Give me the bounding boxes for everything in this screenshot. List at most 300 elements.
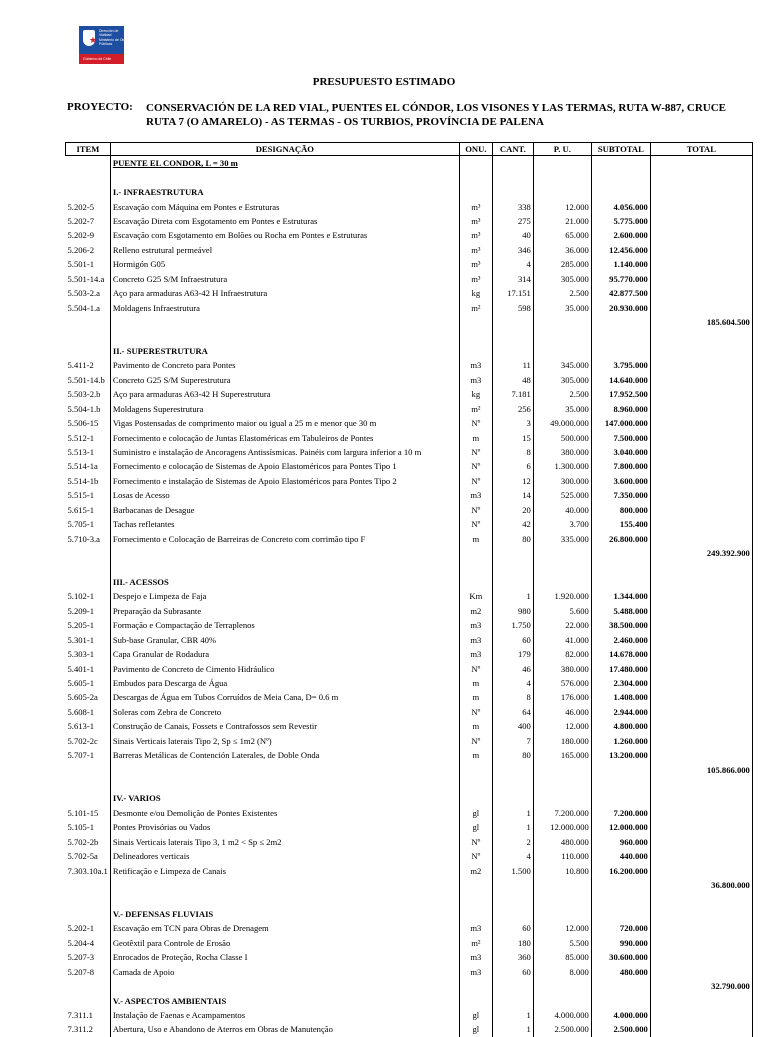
cell-unit-price: 46.000 bbox=[533, 705, 591, 719]
cell-quantity: 14 bbox=[492, 488, 533, 502]
cell-designation: Aço para armaduras A63-42 H Infraestrutura bbox=[110, 286, 459, 300]
cell-total: 185.604.500 bbox=[650, 315, 752, 329]
cell-subtotal: 3.040.000 bbox=[591, 445, 650, 459]
cell-quantity: 4 bbox=[492, 257, 533, 271]
cell-designation: Fornecimento e colocação de Sistemas de Apoio Elastoméricos para Pontes Tipo 1 bbox=[110, 459, 459, 473]
cell-quantity: 179 bbox=[492, 647, 533, 661]
cell-item bbox=[66, 329, 111, 343]
cell-item: 5.202-1 bbox=[66, 921, 111, 935]
cell-total bbox=[650, 445, 752, 459]
cell-item bbox=[66, 575, 111, 589]
cell-quantity: 20 bbox=[492, 503, 533, 517]
table-row bbox=[66, 863, 753, 877]
cell-total bbox=[650, 993, 752, 1007]
cell-quantity: 1.500 bbox=[492, 863, 533, 877]
cell-quantity bbox=[492, 762, 533, 776]
cell-item: 5.303-1 bbox=[66, 647, 111, 661]
cell-unit-price bbox=[533, 907, 591, 921]
cell-designation: Fornecimento e Colocação de Barreiras de Concreto com corrimão tipo F bbox=[110, 531, 459, 545]
cell-quantity bbox=[492, 329, 533, 343]
cell-unit-price: 305.000 bbox=[533, 272, 591, 286]
cell-designation: Losas de Acesso bbox=[110, 488, 459, 502]
cell-item bbox=[66, 762, 111, 776]
cell-subtotal: 42.877.500 bbox=[591, 286, 650, 300]
cell-item: 5.105-1 bbox=[66, 820, 111, 834]
cell-item bbox=[66, 170, 111, 184]
cell-designation bbox=[110, 979, 459, 993]
cell-unit bbox=[459, 575, 492, 589]
star-icon: ★ bbox=[89, 35, 98, 45]
cell-subtotal: 480.000 bbox=[591, 965, 650, 979]
cell-designation: Escavação com Esgotamento em Bolões ou Rocha em Pontes e Estruturas bbox=[110, 228, 459, 242]
cell-item: 5.504-1.a bbox=[66, 300, 111, 314]
cell-item: 5.506-15 bbox=[66, 416, 111, 430]
cell-total bbox=[650, 228, 752, 242]
table-row bbox=[66, 907, 753, 921]
cell-designation: III.- ACESSOS bbox=[110, 575, 459, 589]
table-row bbox=[66, 358, 753, 372]
document-title: PRESUPUESTO ESTIMADO bbox=[312, 76, 456, 88]
cell-designation: Pavimento de Concreto de Cimento Hidráulico bbox=[110, 661, 459, 675]
cell-total bbox=[650, 257, 752, 271]
cell-item: 5.515-1 bbox=[66, 488, 111, 502]
cell-unit-price: 165.000 bbox=[533, 748, 591, 762]
table-row bbox=[66, 820, 753, 834]
table-row bbox=[66, 791, 753, 805]
cell-subtotal: 3.600.000 bbox=[591, 474, 650, 488]
cell-subtotal bbox=[591, 329, 650, 343]
cell-unit-price: 176.000 bbox=[533, 690, 591, 704]
cell-item: 5.101-15 bbox=[66, 806, 111, 820]
cell-subtotal bbox=[591, 315, 650, 329]
budget-table bbox=[65, 142, 753, 1037]
cell-subtotal bbox=[591, 575, 650, 589]
cell-quantity: 46 bbox=[492, 661, 533, 675]
cell-quantity bbox=[492, 156, 533, 171]
cell-subtotal bbox=[591, 762, 650, 776]
cell-unit-price bbox=[533, 185, 591, 199]
cell-total bbox=[650, 373, 752, 387]
cell-unit-price bbox=[533, 791, 591, 805]
cell-designation: Suministro e instalação de Ancoragens Antissísmicas. Painéis com largura inferior a 10 m bbox=[110, 445, 459, 459]
table-row bbox=[66, 993, 753, 1007]
cell-unit-price: 35.000 bbox=[533, 300, 591, 314]
cell-quantity: 4 bbox=[492, 676, 533, 690]
cell-unit-price: 3.700 bbox=[533, 517, 591, 531]
cell-total bbox=[650, 503, 752, 517]
table-row bbox=[66, 474, 753, 488]
table-row bbox=[66, 878, 753, 892]
cell-unit: m² bbox=[459, 300, 492, 314]
cell-total bbox=[650, 705, 752, 719]
cell-designation bbox=[110, 878, 459, 892]
cell-unit: Nº bbox=[459, 445, 492, 459]
cell-quantity bbox=[492, 777, 533, 791]
cell-subtotal bbox=[591, 777, 650, 791]
cell-quantity: 346 bbox=[492, 243, 533, 257]
cell-subtotal: 440.000 bbox=[591, 849, 650, 863]
cell-designation: Retificação e Limpeza de Canais bbox=[110, 863, 459, 877]
cell-total bbox=[650, 170, 752, 184]
cell-subtotal: 4.056.000 bbox=[591, 199, 650, 213]
cell-quantity: 256 bbox=[492, 401, 533, 415]
cell-quantity: 64 bbox=[492, 705, 533, 719]
cell-quantity: 60 bbox=[492, 632, 533, 646]
cell-subtotal: 14.678.000 bbox=[591, 647, 650, 661]
cell-item: 5.202-9 bbox=[66, 228, 111, 242]
cell-total bbox=[650, 560, 752, 574]
cell-unit-price bbox=[533, 170, 591, 184]
cell-designation: Vigas Postensadas de comprimento maior ou igual a 25 m e menor que 30 m bbox=[110, 416, 459, 430]
cell-unit-price bbox=[533, 892, 591, 906]
cell-quantity: 1 bbox=[492, 806, 533, 820]
cell-total bbox=[650, 531, 752, 545]
cell-unit: m bbox=[459, 676, 492, 690]
cell-subtotal: 2.304.000 bbox=[591, 676, 650, 690]
table-row bbox=[66, 228, 753, 242]
cell-total bbox=[650, 849, 752, 863]
cell-unit-price bbox=[533, 560, 591, 574]
cell-total bbox=[650, 1008, 752, 1022]
cell-designation: IV.- VARIOS bbox=[110, 791, 459, 805]
cell-quantity: 1 bbox=[492, 589, 533, 603]
cell-item bbox=[66, 185, 111, 199]
cell-designation: Aço para armaduras A63-42 H Superestrutura bbox=[110, 387, 459, 401]
cell-item bbox=[66, 560, 111, 574]
cell-subtotal: 1.140.000 bbox=[591, 257, 650, 271]
cell-unit: m3 bbox=[459, 647, 492, 661]
cell-total: 249.392.900 bbox=[650, 546, 752, 560]
cell-unit-price: 21.000 bbox=[533, 214, 591, 228]
cell-total bbox=[650, 921, 752, 935]
cell-unit-price bbox=[533, 762, 591, 776]
cell-unit: m2 bbox=[459, 863, 492, 877]
cell-item: 7.311.1 bbox=[66, 1008, 111, 1022]
cell-item bbox=[66, 907, 111, 921]
table-body bbox=[66, 156, 753, 1037]
table-row bbox=[66, 445, 753, 459]
cell-unit bbox=[459, 560, 492, 574]
cell-designation: Escavação com Máquina em Pontes e Estruturas bbox=[110, 199, 459, 213]
cell-designation: Sub-base Granular, CBR 40% bbox=[110, 632, 459, 646]
cell-unit: m bbox=[459, 719, 492, 733]
table-row bbox=[66, 517, 753, 531]
cell-quantity bbox=[492, 791, 533, 805]
logo-line-3: Ministerio de Obras bbox=[99, 38, 130, 42]
cell-total bbox=[650, 661, 752, 675]
cell-unit: m3 bbox=[459, 950, 492, 964]
cell-unit: Nº bbox=[459, 416, 492, 430]
cell-quantity: 3 bbox=[492, 416, 533, 430]
table-row bbox=[66, 618, 753, 632]
cell-unit-price: 10.800 bbox=[533, 863, 591, 877]
cell-subtotal: 4.800.000 bbox=[591, 719, 650, 733]
table-row bbox=[66, 849, 753, 863]
cell-subtotal: 7.500.000 bbox=[591, 430, 650, 444]
cell-designation: Moldagens Superestrutura bbox=[110, 401, 459, 415]
cell-item: 5.102-1 bbox=[66, 589, 111, 603]
cell-item: 5.613-1 bbox=[66, 719, 111, 733]
cell-quantity bbox=[492, 315, 533, 329]
cell-unit-price: 36.000 bbox=[533, 243, 591, 257]
cell-subtotal: 30.600.000 bbox=[591, 950, 650, 964]
cell-designation: Barreras Metálicas de Contención Laterales, de Doble Onda bbox=[110, 748, 459, 762]
cell-item: 5.501-14.b bbox=[66, 373, 111, 387]
cell-subtotal: 5.488.000 bbox=[591, 604, 650, 618]
cell-designation: Escavação Direta com Esgotamento em Pontes e Estruturas bbox=[110, 214, 459, 228]
cell-subtotal bbox=[591, 344, 650, 358]
logo-line-2: Vialidad bbox=[99, 33, 112, 37]
cell-designation: Preparação da Subrasante bbox=[110, 604, 459, 618]
cell-total: 105.866.000 bbox=[650, 762, 752, 776]
cell-quantity: 60 bbox=[492, 965, 533, 979]
cell-quantity: 80 bbox=[492, 531, 533, 545]
cell-unit bbox=[459, 777, 492, 791]
cell-designation: Tachas refletantes bbox=[110, 517, 459, 531]
cell-designation: Concreto G25 S/M Infraestrutura bbox=[110, 272, 459, 286]
cell-total: 32.790.000 bbox=[650, 979, 752, 993]
cell-unit-price: 300.000 bbox=[533, 474, 591, 488]
table-row bbox=[66, 373, 753, 387]
cell-unit: Nº bbox=[459, 849, 492, 863]
cell-item bbox=[66, 892, 111, 906]
cell-unit-price: 65.000 bbox=[533, 228, 591, 242]
table-row bbox=[66, 531, 753, 545]
cell-total bbox=[650, 965, 752, 979]
logo-line-5: Gobierno de Chile bbox=[83, 57, 112, 61]
table-row bbox=[66, 488, 753, 502]
cell-subtotal: 7.200.000 bbox=[591, 806, 650, 820]
cell-unit: m3 bbox=[459, 618, 492, 632]
cell-designation: Concreto G25 S/M Superestrutura bbox=[110, 373, 459, 387]
cell-item: 5.503-2.a bbox=[66, 286, 111, 300]
cell-unit-price: 82.000 bbox=[533, 647, 591, 661]
table-row bbox=[66, 719, 753, 733]
cell-quantity bbox=[492, 344, 533, 358]
cell-designation: Construção de Canais, Fossets e Contrafossos sem Revestir bbox=[110, 719, 459, 733]
cell-quantity bbox=[492, 979, 533, 993]
cell-subtotal: 26.800.000 bbox=[591, 531, 650, 545]
cell-item: 5.702-5a bbox=[66, 849, 111, 863]
logo-red-band bbox=[79, 54, 124, 64]
cell-quantity: 1 bbox=[492, 1022, 533, 1036]
cell-unit-price: 12.000 bbox=[533, 199, 591, 213]
cell-designation: Fornecimento e colocação de Juntas Elastoméricas em Tabuleiros de Pontes bbox=[110, 430, 459, 444]
cell-subtotal: 12.456.000 bbox=[591, 243, 650, 257]
cell-subtotal: 2.460.000 bbox=[591, 632, 650, 646]
cell-total bbox=[650, 748, 752, 762]
cell-total bbox=[650, 835, 752, 849]
cell-quantity: 17.151 bbox=[492, 286, 533, 300]
cell-total bbox=[650, 214, 752, 228]
cell-unit bbox=[459, 170, 492, 184]
cell-quantity: 980 bbox=[492, 604, 533, 618]
cell-quantity: 314 bbox=[492, 272, 533, 286]
cell-item: 5.605-2a bbox=[66, 690, 111, 704]
cell-unit-price: 41.000 bbox=[533, 632, 591, 646]
cell-unit: m3 bbox=[459, 965, 492, 979]
table-row bbox=[66, 892, 753, 906]
cell-subtotal bbox=[591, 791, 650, 805]
cell-unit-price bbox=[533, 878, 591, 892]
cell-item bbox=[66, 791, 111, 805]
cell-designation bbox=[110, 762, 459, 776]
table-row bbox=[66, 286, 753, 300]
cell-unit: Nº bbox=[459, 517, 492, 531]
table-row bbox=[66, 806, 753, 820]
cell-unit: gl bbox=[459, 1008, 492, 1022]
cell-quantity: 7 bbox=[492, 734, 533, 748]
cell-unit-price bbox=[533, 329, 591, 343]
cell-unit-price bbox=[533, 777, 591, 791]
cell-total bbox=[650, 243, 752, 257]
cell-total bbox=[650, 344, 752, 358]
cell-subtotal: 1.344.000 bbox=[591, 589, 650, 603]
table-row bbox=[66, 835, 753, 849]
cell-quantity: 60 bbox=[492, 921, 533, 935]
cell-total bbox=[650, 156, 752, 171]
cell-quantity bbox=[492, 560, 533, 574]
table-row bbox=[66, 170, 753, 184]
cell-unit: m³ bbox=[459, 243, 492, 257]
logo-line-4: Públicas bbox=[99, 42, 113, 46]
cell-designation: Descargas de Água em Tubos Corruídos de Meia Cana, D= 0.6 m bbox=[110, 690, 459, 704]
cell-subtotal: 17.952.500 bbox=[591, 387, 650, 401]
table-row bbox=[66, 401, 753, 415]
cell-unit-price: 2.500 bbox=[533, 387, 591, 401]
cell-total bbox=[650, 676, 752, 690]
cell-designation: V.- ASPECTOS AMBIENTAIS bbox=[110, 993, 459, 1007]
cell-designation: Camada de Apoio bbox=[110, 965, 459, 979]
cell-unit bbox=[459, 315, 492, 329]
cell-subtotal bbox=[591, 907, 650, 921]
cell-total bbox=[650, 1022, 752, 1036]
cell-unit bbox=[459, 791, 492, 805]
cell-item: 5.702-2b bbox=[66, 835, 111, 849]
cell-quantity bbox=[492, 170, 533, 184]
table-row bbox=[66, 257, 753, 271]
cell-unit-price: 40.000 bbox=[533, 503, 591, 517]
cell-item: 5.501-14.a bbox=[66, 272, 111, 286]
chile-shield-icon bbox=[83, 30, 98, 46]
cell-subtotal: 95.770.000 bbox=[591, 272, 650, 286]
cell-quantity bbox=[492, 878, 533, 892]
cell-subtotal: 2.500.000 bbox=[591, 1022, 650, 1036]
table-row bbox=[66, 1022, 753, 1036]
cell-subtotal: 8.960.000 bbox=[591, 401, 650, 415]
cell-total bbox=[650, 300, 752, 314]
cell-designation bbox=[110, 546, 459, 560]
cell-unit: gl bbox=[459, 820, 492, 834]
cell-item: 7.311.2 bbox=[66, 1022, 111, 1036]
cell-unit bbox=[459, 979, 492, 993]
cell-unit bbox=[459, 907, 492, 921]
cell-designation: Sinais Verticais laterais Tipo 2, Sp ≤ 1m2 (Nº) bbox=[110, 734, 459, 748]
table-row bbox=[66, 965, 753, 979]
cell-designation: II.- SUPERESTRUTURA bbox=[110, 344, 459, 358]
cell-unit-price bbox=[533, 546, 591, 560]
col-subtotal-header: SUBTOTAL bbox=[591, 143, 650, 156]
cell-unit: Nº bbox=[459, 835, 492, 849]
cell-subtotal bbox=[591, 892, 650, 906]
cell-item bbox=[66, 993, 111, 1007]
cell-unit-price: 8.000 bbox=[533, 965, 591, 979]
cell-quantity: 48 bbox=[492, 373, 533, 387]
cell-item: 7.303.10a.1 bbox=[66, 863, 111, 877]
cell-total bbox=[650, 604, 752, 618]
table-row bbox=[66, 690, 753, 704]
col-unit-price-header: P. U. bbox=[533, 143, 591, 156]
table-row bbox=[66, 199, 753, 213]
cell-unit-price: 2.500.000 bbox=[533, 1022, 591, 1036]
cell-item: 5.615-1 bbox=[66, 503, 111, 517]
cell-unit: kg bbox=[459, 286, 492, 300]
table-row bbox=[66, 575, 753, 589]
cell-unit: m³ bbox=[459, 214, 492, 228]
cell-unit-price: 500.000 bbox=[533, 430, 591, 444]
cell-item: 5.707-1 bbox=[66, 748, 111, 762]
cell-item: 5.513-1 bbox=[66, 445, 111, 459]
cell-subtotal: 38.500.000 bbox=[591, 618, 650, 632]
cell-designation: Desmonte e/ou Demolição de Pontes Existentes bbox=[110, 806, 459, 820]
cell-unit-price bbox=[533, 315, 591, 329]
table-row bbox=[66, 329, 753, 343]
cell-quantity: 180 bbox=[492, 936, 533, 950]
cell-item: 5.209-1 bbox=[66, 604, 111, 618]
cell-quantity: 1 bbox=[492, 1008, 533, 1022]
cell-quantity: 7.181 bbox=[492, 387, 533, 401]
cell-unit-price: 2.500 bbox=[533, 286, 591, 300]
cell-total bbox=[650, 185, 752, 199]
cell-subtotal: 4.000.000 bbox=[591, 1008, 650, 1022]
cell-quantity: 12 bbox=[492, 474, 533, 488]
cell-unit-price: 5.600 bbox=[533, 604, 591, 618]
cell-item: 5.608-1 bbox=[66, 705, 111, 719]
table-row bbox=[66, 661, 753, 675]
cell-item: 5.710-3.a bbox=[66, 531, 111, 545]
cell-total bbox=[650, 575, 752, 589]
cell-subtotal bbox=[591, 185, 650, 199]
col-designation-header: DESIGNAÇÃO bbox=[110, 143, 459, 156]
cell-unit: m bbox=[459, 531, 492, 545]
cell-subtotal: 960.000 bbox=[591, 835, 650, 849]
table-row bbox=[66, 762, 753, 776]
cell-item: 5.705-1 bbox=[66, 517, 111, 531]
cell-subtotal: 16.200.000 bbox=[591, 863, 650, 877]
cell-unit: m³ bbox=[459, 272, 492, 286]
cell-total bbox=[650, 618, 752, 632]
cell-total bbox=[650, 632, 752, 646]
cell-total bbox=[650, 474, 752, 488]
cell-designation bbox=[110, 329, 459, 343]
cell-quantity: 598 bbox=[492, 300, 533, 314]
table-row bbox=[66, 546, 753, 560]
cell-unit: Nº bbox=[459, 734, 492, 748]
cell-item bbox=[66, 979, 111, 993]
cell-item: 5.501-1 bbox=[66, 257, 111, 271]
cell-unit: Nº bbox=[459, 661, 492, 675]
table-row bbox=[66, 272, 753, 286]
cell-subtotal bbox=[591, 993, 650, 1007]
cell-designation: Moldagens Infraestrutura bbox=[110, 300, 459, 314]
cell-unit bbox=[459, 156, 492, 171]
table-row bbox=[66, 734, 753, 748]
cell-unit bbox=[459, 762, 492, 776]
cell-designation: PUENTE EL CONDOR, L = 30 m bbox=[110, 156, 459, 171]
table-row bbox=[66, 921, 753, 935]
table-row bbox=[66, 503, 753, 517]
cell-designation: Fornecimento e instalação de Sistemas de Apoio Elastoméricos para Pontes Tipo 2 bbox=[110, 474, 459, 488]
